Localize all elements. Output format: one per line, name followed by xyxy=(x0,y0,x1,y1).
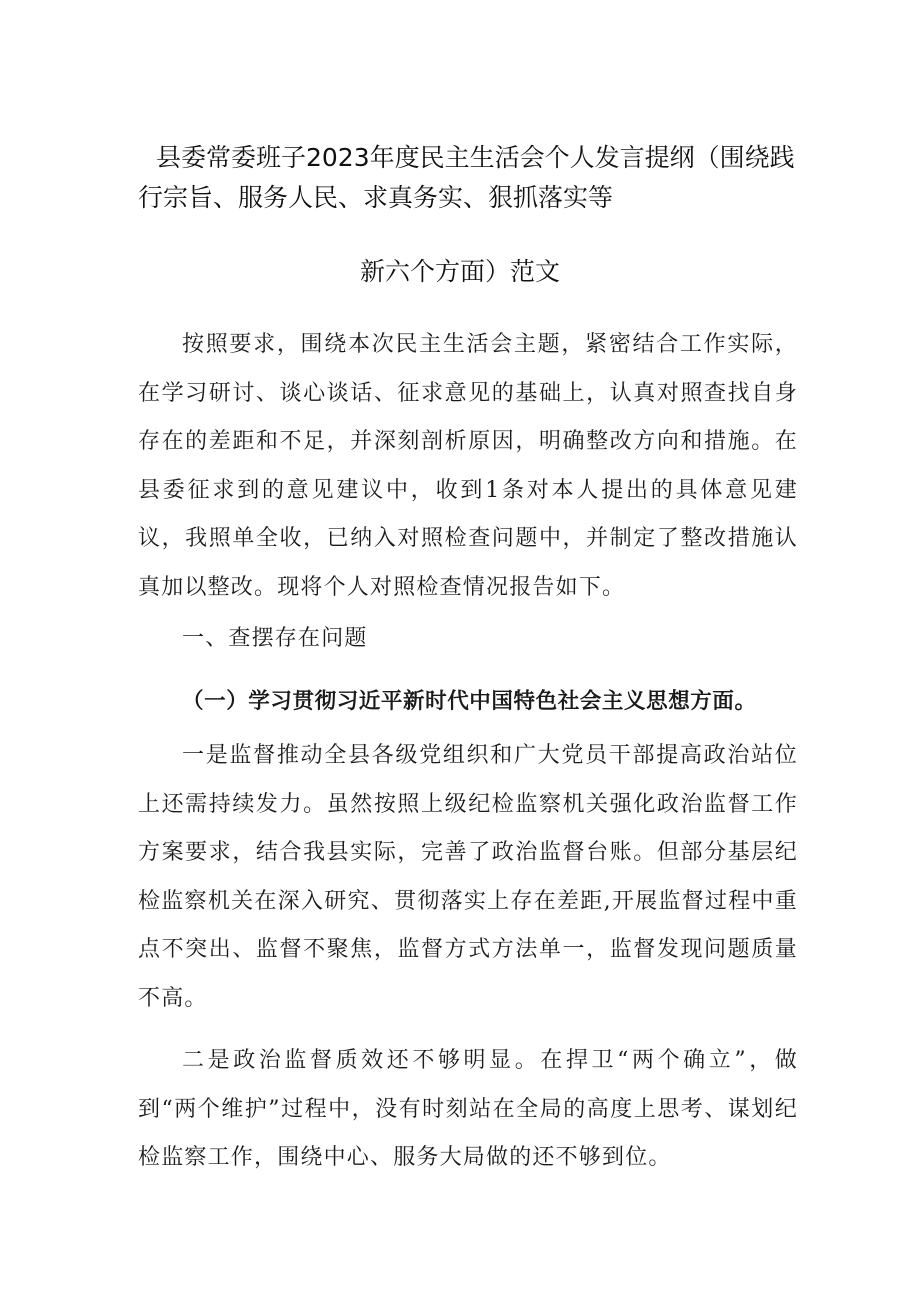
document-title-line-1 xyxy=(156,138,836,178)
section-heading: 一、查摆存在问题 xyxy=(182,626,368,651)
document-title-line-2 xyxy=(138,178,818,218)
subsection-heading: （一）学习贯彻习近平新时代中国特色社会主义思想方面。 xyxy=(182,689,757,714)
document-title-line-3 xyxy=(360,252,920,292)
intro-paragraph: 按照要求，围绕本次民主生活会主题，紧密结合工作实际，在学习研讨、谈心谈话、征求意见的基础上，认真对照查找自身存在的差距和不足，并深刻剖析原因，明确整改方向和措施。在县委征求到的意见建议中，收到1条对本人提出的具体意见建议，我照单全收，已纳入对照检查问题中，并制定了整改措施认真加以整改。现将个人对照检查情况报告如下。 xyxy=(138,332,798,600)
title-text-3: 新六个方面）范文 xyxy=(360,257,561,286)
point-two-paragraph: 二是政治监督质效还不够明显。在捍卫“两个确立”，做到“两个维护”过程中，没有时刻站在全局的高度上思考、谋划纪检监察工作，围绕中心、服务大局做的还不够到位。 xyxy=(138,1048,798,1170)
point-one-paragraph: 一是监督推动全县各级党组织和广大党员干部提高政治站位上还需持续发力。虽然按照上级纪检监察机关强化政治监督工作方案要求，结合我县实际，完善了政治监督台账。但部分基层纪检监察机关在深入研究、贯彻落实上存在差距,开展监督过程中重点不突出、监督不聚焦，监督方式方法单一，监督发现问题质量不高。 xyxy=(138,743,798,1011)
title-text-2: 行宗旨、服务人民、求真务实、狠抓落实等 xyxy=(138,183,614,212)
title-text-1: 县委常委班子2023年度民主生活会个人发言提纲（围绕践 xyxy=(156,143,795,172)
